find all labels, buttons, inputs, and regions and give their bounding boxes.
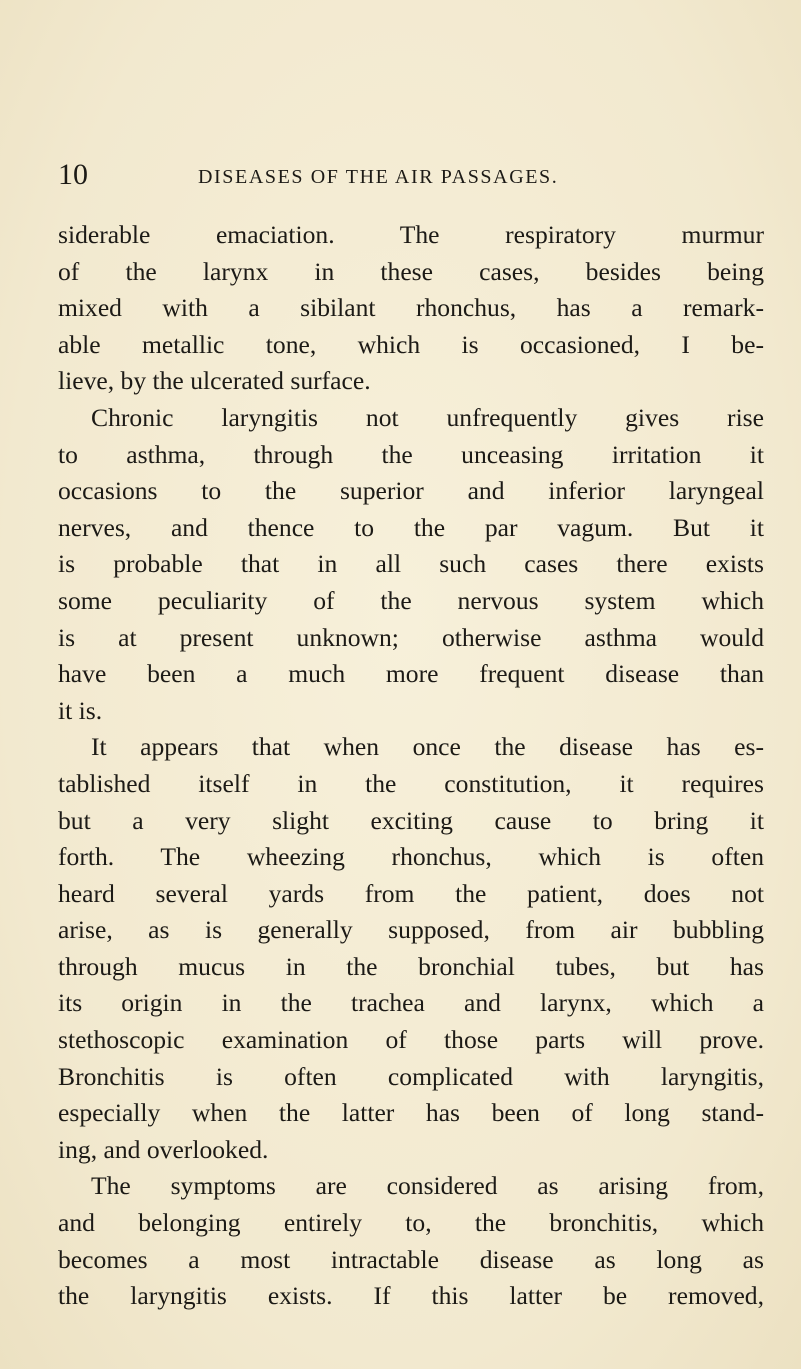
text-line: forth. The wheezing rhonchus, which is often	[58, 842, 764, 872]
text-line: arise, as is generally supposed, from air bubbling	[58, 915, 764, 945]
text-line: but a very slight exciting cause to bring it	[58, 805, 764, 835]
text-line: mixed with a sibilant rhonchus, has a remark-	[58, 293, 764, 323]
text-line: it is.	[58, 695, 103, 725]
text-line: especially when the latter has been of long stand-	[58, 1098, 764, 1128]
text-line: tablished itself in the constitution, it requires	[58, 768, 764, 798]
text-line: have been a much more frequent disease than	[58, 659, 764, 689]
text-line: to asthma, through the unceasing irritation it	[58, 439, 764, 469]
text-line: becomes a most intractable disease as long as	[58, 1244, 764, 1274]
text-line: The symptoms are considered as arising from,	[91, 1171, 764, 1201]
text-line: nerves, and thence to the par vagum. But it	[58, 512, 764, 542]
text-line: some peculiarity of the nervous system which	[58, 585, 764, 615]
text-line: It appears that when once the disease has es-	[91, 732, 764, 762]
text-line: through mucus in the bronchial tubes, but has	[58, 951, 764, 981]
text-line: its origin in the trachea and larynx, which a	[58, 988, 764, 1018]
text-line: ing, and overlooked.	[58, 1134, 269, 1164]
text-line: siderable emaciation. The respiratory murmur	[58, 220, 764, 249]
text-line: Bronchitis is often complicated with laryngitis,	[58, 1061, 764, 1091]
text-line: stethoscopic examination of those parts will prove.	[58, 1025, 764, 1055]
text-line: is at present unknown; otherwise asthma would	[58, 622, 764, 652]
running-head: DISEASES OF THE AIR PASSAGES.	[198, 166, 559, 188]
page-header	[58, 158, 758, 198]
text-line: is probable that in all such cases there exists	[58, 549, 764, 579]
text-line: able metallic tone, which is occasioned, I be-	[58, 329, 764, 359]
page-number: 10	[58, 158, 88, 191]
text-line: occasions to the superior and inferior laryngeal	[58, 476, 764, 506]
body-text	[58, 217, 764, 1315]
text-line: of the larynx in these cases, besides being	[58, 256, 764, 286]
text-line: Chronic laryngitis not unfrequently gives rise	[91, 402, 764, 432]
text-line: the laryngitis exists. If this latter be removed,	[58, 1281, 764, 1311]
text-line: lieve, by the ulcerated surface.	[58, 366, 371, 396]
text-line: heard several yards from the patient, does not	[58, 878, 764, 908]
text-line: and belonging entirely to, the bronchitis, which	[58, 1208, 764, 1238]
